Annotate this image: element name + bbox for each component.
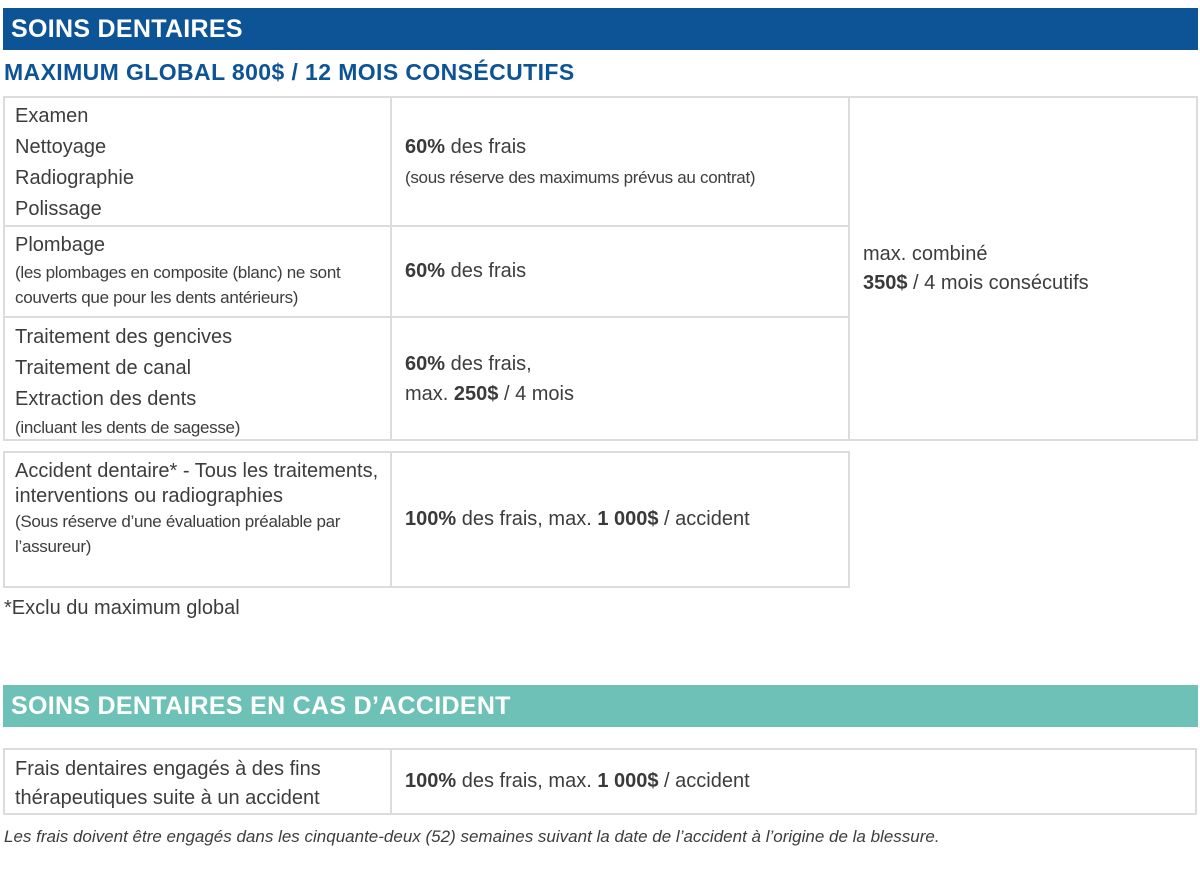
coverage-text: des frais xyxy=(445,136,527,158)
service-note: (incluant les dents de sagesse) xyxy=(15,418,241,437)
coverage-percent: 100% xyxy=(405,770,457,792)
services-cell-routine xyxy=(3,96,392,227)
coverage-max-amount: 250$ xyxy=(453,382,499,405)
footnote-exclusion: *Exclu du maximum global xyxy=(4,597,240,619)
combined-amount: 350$ xyxy=(863,271,908,294)
coverage-cell-accident-therapeutic xyxy=(390,748,1197,815)
global-maximum-subtitle: MAXIMUM GLOBAL 800$ / 12 MOIS CONSÉCUTIFS xyxy=(4,59,575,85)
coverage-percent: 60% xyxy=(405,260,446,282)
service-note: (Sous réserve d’une évaluation préalable par l’assureur) xyxy=(15,512,341,556)
service-item: Accident dentaire* - Tous les traitements, interventions ou radiographies xyxy=(15,460,379,507)
coverage-percent: 60% xyxy=(405,352,446,375)
combined-maximum-cell xyxy=(848,96,1198,441)
coverage-text: des frais xyxy=(445,260,527,282)
service-item: Traitement des gencives xyxy=(15,326,233,348)
footnote-accident-delay: Les frais doivent être engagés dans les cinquante-deux (52) semaines suivant la date de l’accident à l’origine de la blessure. xyxy=(4,827,940,846)
service-item: Frais dentaires engagés à des fins thérapeutiques suite à un accident xyxy=(15,758,321,809)
section-title: SOINS DENTAIRES xyxy=(11,14,243,43)
combined-label: max. combiné xyxy=(863,242,988,265)
coverage-cell-filling xyxy=(390,225,850,318)
coverage-amount: 1 000$ xyxy=(597,770,659,792)
services-cell-filling xyxy=(3,225,392,318)
service-item: Polissage xyxy=(15,198,102,220)
coverage-cell-accident xyxy=(390,451,850,588)
service-item: Traitement de canal xyxy=(15,357,192,379)
services-cell-accident-therapeutic xyxy=(3,748,392,815)
coverage-note: (sous réserve des maximums prévus au contrat) xyxy=(405,168,756,187)
service-note: (les plombages en composite (blanc) ne sont couverts que pour les dents antérieurs) xyxy=(15,263,341,307)
coverage-cell-routine xyxy=(390,96,850,227)
coverage-max-prefix: max. xyxy=(405,382,454,405)
section-title: SOINS DENTAIRES EN CAS D’ACCIDENT xyxy=(11,691,511,720)
combined-suffix: / 4 mois consécutifs xyxy=(907,271,1089,294)
section-banner-soins-dentaires xyxy=(3,8,1198,50)
coverage-text: des frais, max. xyxy=(456,770,598,792)
coverage-max-suffix: / 4 mois xyxy=(498,382,574,405)
service-item: Nettoyage xyxy=(15,136,107,158)
coverage-cell-treatments xyxy=(390,316,850,441)
services-cell-treatments xyxy=(3,316,392,441)
coverage-suffix: / accident xyxy=(658,508,750,530)
coverage-amount: 1 000$ xyxy=(597,508,659,530)
coverage-percent: 60% xyxy=(405,136,446,158)
service-item: Examen xyxy=(15,105,89,127)
coverage-text: des frais, max. xyxy=(456,508,598,530)
coverage-percent: 100% xyxy=(405,508,457,530)
service-item: Radiographie xyxy=(15,167,134,189)
coverage-suffix: / accident xyxy=(658,770,750,792)
services-cell-accident xyxy=(3,451,392,588)
section-banner-accident xyxy=(3,685,1198,727)
service-item: Extraction des dents xyxy=(15,388,197,410)
coverage-text: des frais, xyxy=(445,352,532,375)
service-item: Plombage xyxy=(15,234,106,256)
